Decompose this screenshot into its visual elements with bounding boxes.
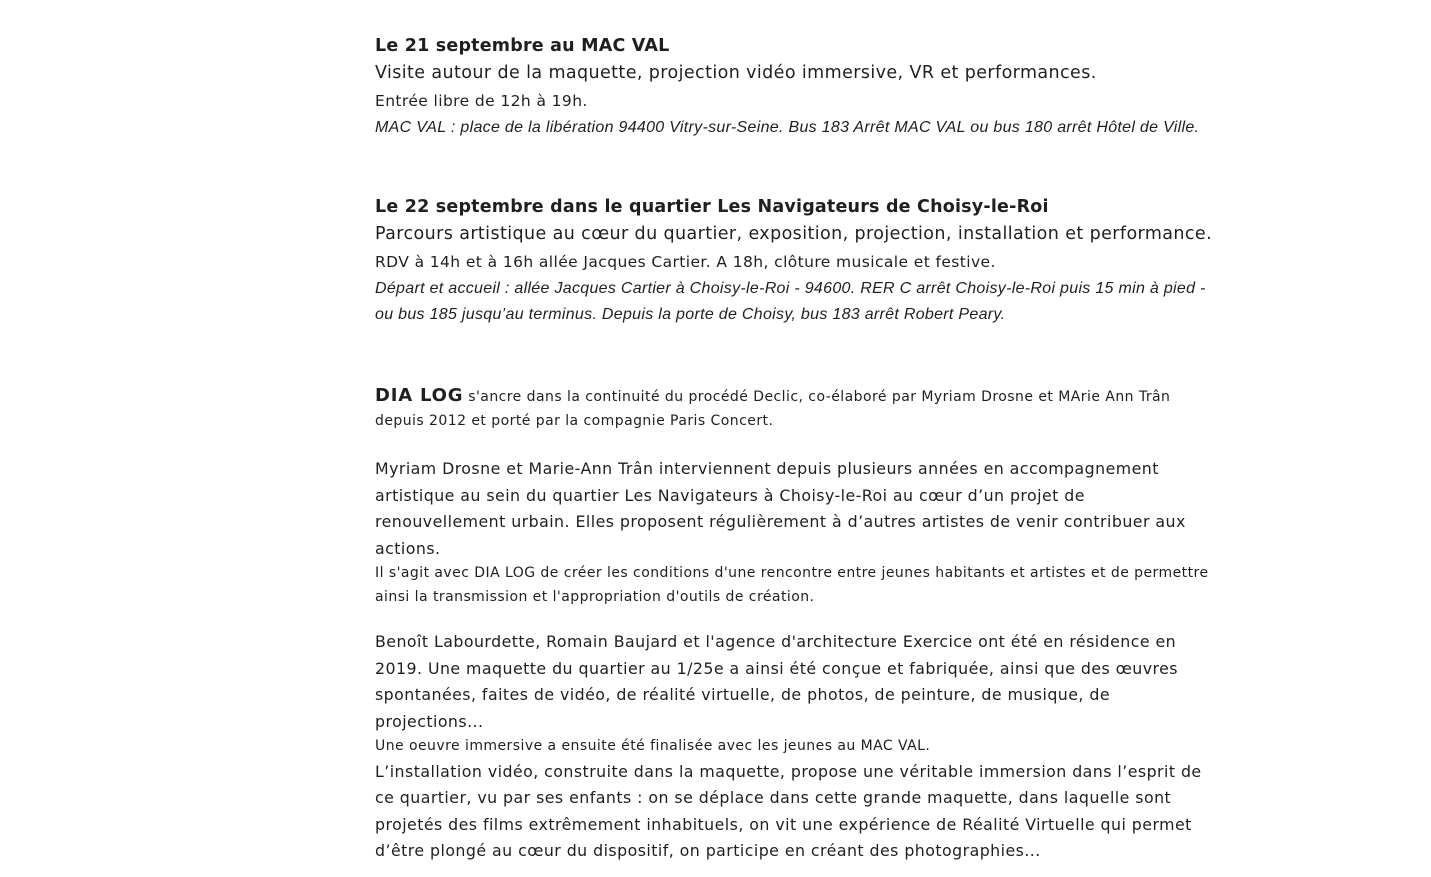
event-address: Départ et accueil : allée Jacques Cartier à Choisy-le-Roi - 94600. RER C arrêt Choisy-le-Roi puis 15 min à pied - ou bus 185 jusqu’au terminus. Depuis la porte de Choisy, bus 183 arrêt Robert Peary.	[375, 280, 1206, 323]
event-hours: Entrée libre de 12h à 19h.	[375, 92, 588, 110]
artists-paragraph: Myriam Drosne et Marie-Ann Trân interviennent depuis plusieurs années en accompagnement artistique au sein du quartier Les Navigateurs à Choisy-le-Roi au cœur d’un projet de renouvellement urbain. Elles proposent régulièrement à d’autres artistes de venir contribuer aux actions.	[375, 459, 1186, 558]
residency-note: Une oeuvre immersive a ensuite été finalisée avec les jeunes au MAC VAL.	[375, 738, 931, 754]
event-mac-val	[375, 33, 1199, 141]
event-choisy	[375, 194, 1220, 327]
about-intro: s'ancre dans la continuité du procédé Declic, co-élaboré par Myriam Drosne et MArie Ann Trân depuis 2012 et porté par la compagnie Paris Concert.	[375, 389, 1171, 429]
residency-section	[375, 629, 1220, 865]
event-heading: Le 21 septembre au MAC VAL	[375, 36, 670, 56]
event-hours: RDV à 14h et à 16h allée Jacques Cartier. A 18h, clôture musicale et festive.	[375, 253, 996, 271]
brand-name: DIA LOG	[375, 385, 464, 406]
artists-note: Il s'agit avec DIA LOG de créer les conditions d'une rencontre entre jeunes habitants et artistes et de permettre ainsi la transmission et l'appropriation d'outils de création.	[375, 565, 1209, 605]
artists-section	[375, 456, 1220, 609]
event-heading: Le 22 septembre dans le quartier Les Navigateurs de Choisy-le-Roi	[375, 197, 1049, 217]
event-description: Visite autour de la maquette, projection vidéo immersive, VR et performances.	[375, 63, 1097, 83]
about-paragraph	[375, 384, 1220, 433]
event-description: Parcours artistique au cœur du quartier, exposition, projection, installation et performance.	[375, 224, 1213, 244]
residency-paragraph: Benoît Labourdette, Romain Baujard et l'agence d'architecture Exercice ont été en résidence en 2019. Une maquette du quartier au 1/25e a ainsi été conçue et fabriquée, ainsi que des œuvres spontanées, faites de vidéo, de réalité virtuelle, de photos, de peinture, de musique, de projections...	[375, 632, 1178, 731]
event-address: MAC VAL : place de la libération 94400 Vitry-sur-Seine. Bus 183 Arrêt MAC VAL ou bus 180 arrêt Hôtel de Ville.	[375, 119, 1200, 136]
installation-paragraph: L’installation vidéo, construite dans la maquette, propose une véritable immersion dans l’esprit de ce quartier, vu par ses enfants : on se déplace dans cette grande maquette, dans laquelle sont projetés des films extrêmement inhabituels, on vit une expérience de Réalité Virtuelle qui permet d’être plongé au cœur du dispositif, on participe en créant des photographies...	[375, 761, 1202, 860]
about-dia-log	[375, 384, 1220, 433]
